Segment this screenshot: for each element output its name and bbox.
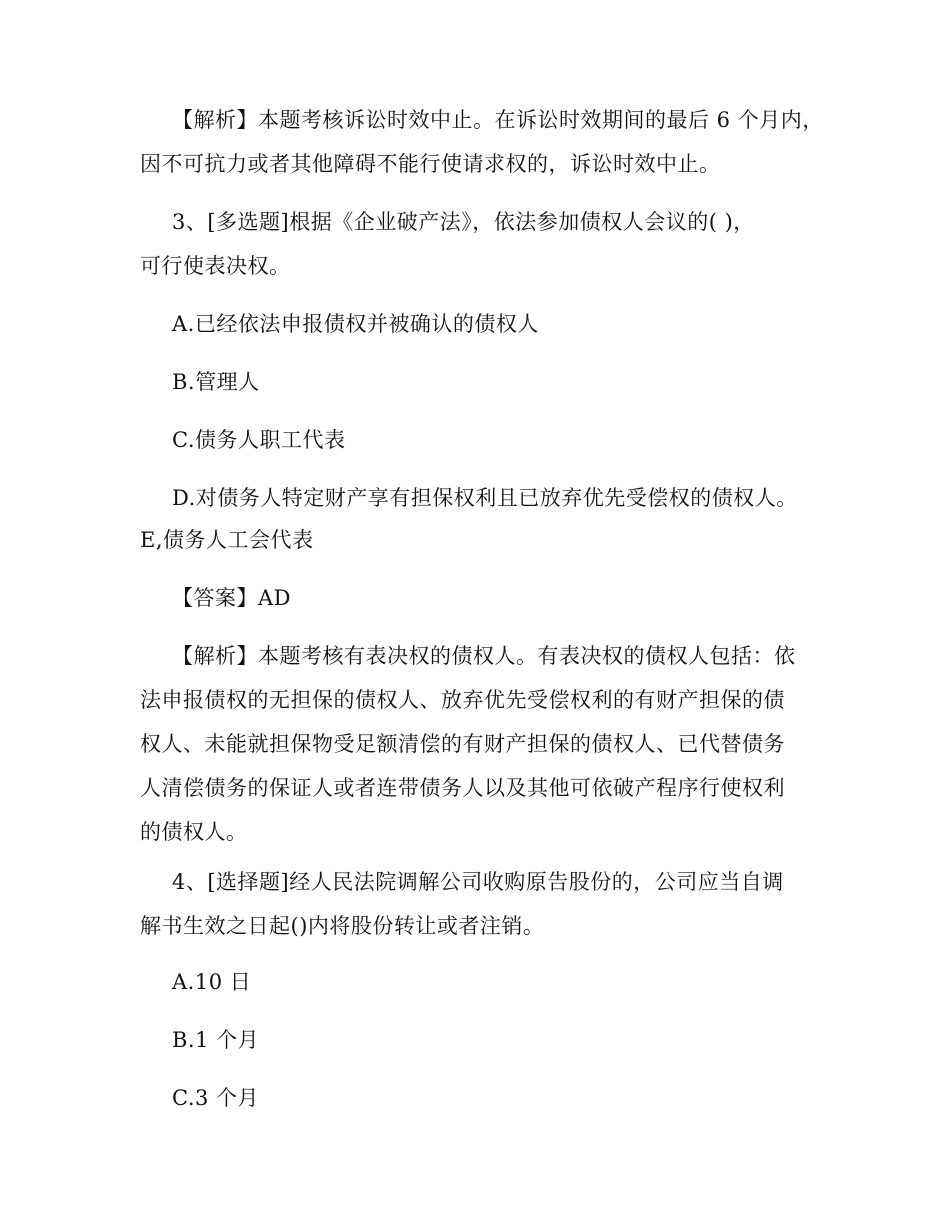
q4-option-b: B.1 个月 (172, 1028, 260, 1052)
q3-analysis-line-5: 的债权人。 (140, 820, 248, 844)
q2-analysis-line-2: 因不可抗力或者其他障碍不能行使请求权的，诉讼时效中止。 (140, 152, 721, 176)
q4-option-a: A.10 日 (172, 970, 252, 994)
q3-stem-line-1: 3、[多选题]根据《企业破产法》，依法参加债权人会议的( )， (172, 210, 755, 234)
q3-analysis-line-3: 权人、未能就担保物受足额清偿的有财产担保的债权人、已代替债务 (140, 732, 785, 756)
q4-stem-line-1: 4、[选择题]经人民法院调解公司收购原告股份的，公司应当自调 (172, 870, 784, 894)
q3-option-b: B.管理人 (172, 370, 260, 394)
q3-analysis-line-2: 法申报债权的无担保的债权人、放弃优先受偿权利的有财产担保的债 (140, 688, 785, 712)
q3-option-c: C.债务人职工代表 (172, 428, 346, 452)
q3-option-e: E,债务人工会代表 (140, 528, 314, 552)
q3-answer: 【答案】AD (172, 586, 292, 610)
q3-option-a: A.已经依法申报债权并被确认的债权人 (172, 312, 539, 336)
q4-stem-line-2: 解书生效之日起()内将股份转让或者注销。 (140, 914, 545, 938)
q4-option-c: C.3 个月 (172, 1086, 260, 1110)
q3-analysis-line-4: 人清偿债务的保证人或者连带债务人以及其他可依破产程序行使权利 (140, 776, 785, 800)
q2-analysis-line-1: 【解析】本题考核诉讼时效中止。在诉讼时效期间的最后 6 个月内， (172, 108, 824, 132)
q3-option-d: D.对债务人特定财产享有担保权利且已放弃优先受偿权的债权人。 (172, 486, 798, 510)
q3-stem-line-2: 可行使表决权。 (140, 254, 291, 278)
q3-analysis-line-1: 【解析】本题考核有表决权的债权人。有表决权的债权人包括：依 (172, 644, 796, 668)
